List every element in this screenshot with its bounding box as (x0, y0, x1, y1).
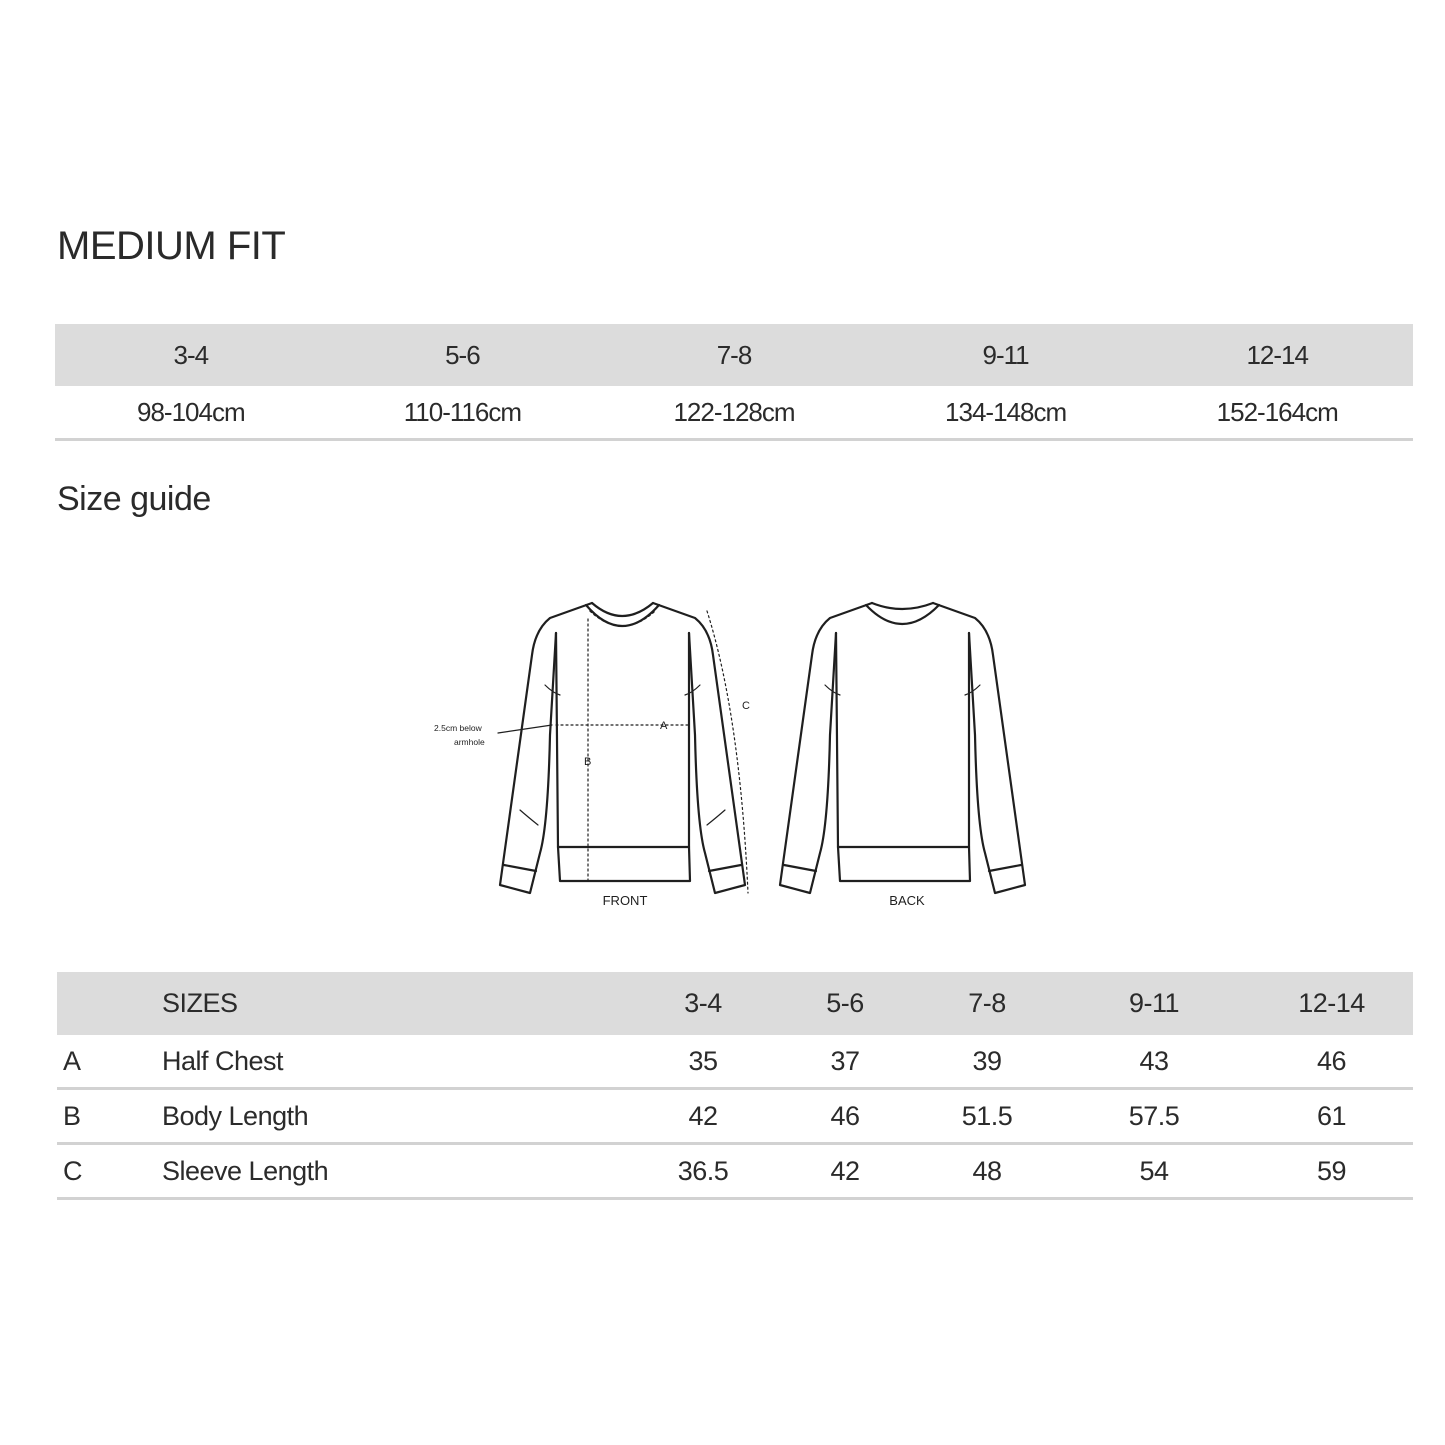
row-label: Sleeve Length (162, 1155, 329, 1186)
table-row (57, 1035, 1413, 1090)
row-value: 61 (1316, 1100, 1347, 1131)
marker-a: A (660, 720, 668, 732)
row-key: A (63, 1045, 81, 1076)
header-size: 9-11 (1128, 988, 1180, 1018)
header-size: 7-8 (968, 988, 1006, 1018)
fit-height: 110-116cm (403, 396, 521, 427)
header-size: 3-4 (684, 988, 722, 1018)
fit-size: 9-11 (982, 339, 1029, 370)
header-label: SIZES (162, 988, 238, 1018)
fit-size: 12-14 (1246, 339, 1308, 370)
fit-size: 5-6 (445, 339, 480, 370)
fit-table (55, 324, 1413, 441)
row-value: 46 (1316, 1045, 1347, 1076)
row-value: 43 (1139, 1045, 1169, 1076)
row-value: 39 (972, 1045, 1002, 1076)
header-size: 5-6 (826, 988, 864, 1018)
size-table-header (57, 972, 1413, 1035)
garment-diagram (420, 585, 1040, 925)
row-label: Body Length (162, 1100, 309, 1131)
fit-size: 3-4 (173, 339, 209, 370)
fit-height: 98-104cm (136, 396, 245, 427)
page-title: MEDIUM FIT (57, 224, 286, 268)
row-key: C (63, 1155, 82, 1186)
row-value: 57.5 (1128, 1100, 1180, 1131)
row-value: 37 (830, 1045, 860, 1076)
back-sweatshirt-drawing (780, 603, 1025, 893)
fit-height: 152-164cm (1216, 396, 1338, 427)
fit-height: 134-148cm (945, 396, 1067, 427)
back-label: BACK (889, 893, 925, 908)
armhole-note-line1: 2.5cm below (434, 723, 482, 733)
marker-b: B (584, 756, 592, 768)
armhole-pointer (498, 725, 552, 733)
row-value: 46 (830, 1100, 860, 1131)
row-value: 59 (1316, 1155, 1347, 1186)
header-size: 12-14 (1298, 988, 1365, 1018)
size-guide-title: Size guide (57, 480, 211, 518)
front-label: FRONT (602, 893, 648, 908)
row-value: 54 (1139, 1155, 1169, 1186)
marker-c: C (742, 700, 750, 712)
row-key: B (63, 1100, 81, 1131)
size-table (57, 972, 1413, 1200)
row-value: 42 (688, 1100, 718, 1131)
front-sweatshirt-drawing (500, 603, 745, 893)
fit-table-header (55, 324, 1413, 386)
fit-table-row (55, 386, 1413, 441)
row-value: 48 (972, 1155, 1002, 1186)
fit-size: 7-8 (716, 339, 752, 370)
fit-height: 122-128cm (673, 396, 795, 427)
table-row (57, 1090, 1413, 1145)
row-value: 51.5 (961, 1100, 1013, 1131)
row-value: 35 (688, 1045, 718, 1076)
table-row (57, 1145, 1413, 1200)
row-value: 42 (830, 1155, 860, 1186)
armhole-note-line2: armhole (454, 737, 485, 747)
row-value: 36.5 (677, 1155, 729, 1186)
measurement-lines (556, 611, 748, 893)
row-label: Half Chest (162, 1045, 284, 1076)
